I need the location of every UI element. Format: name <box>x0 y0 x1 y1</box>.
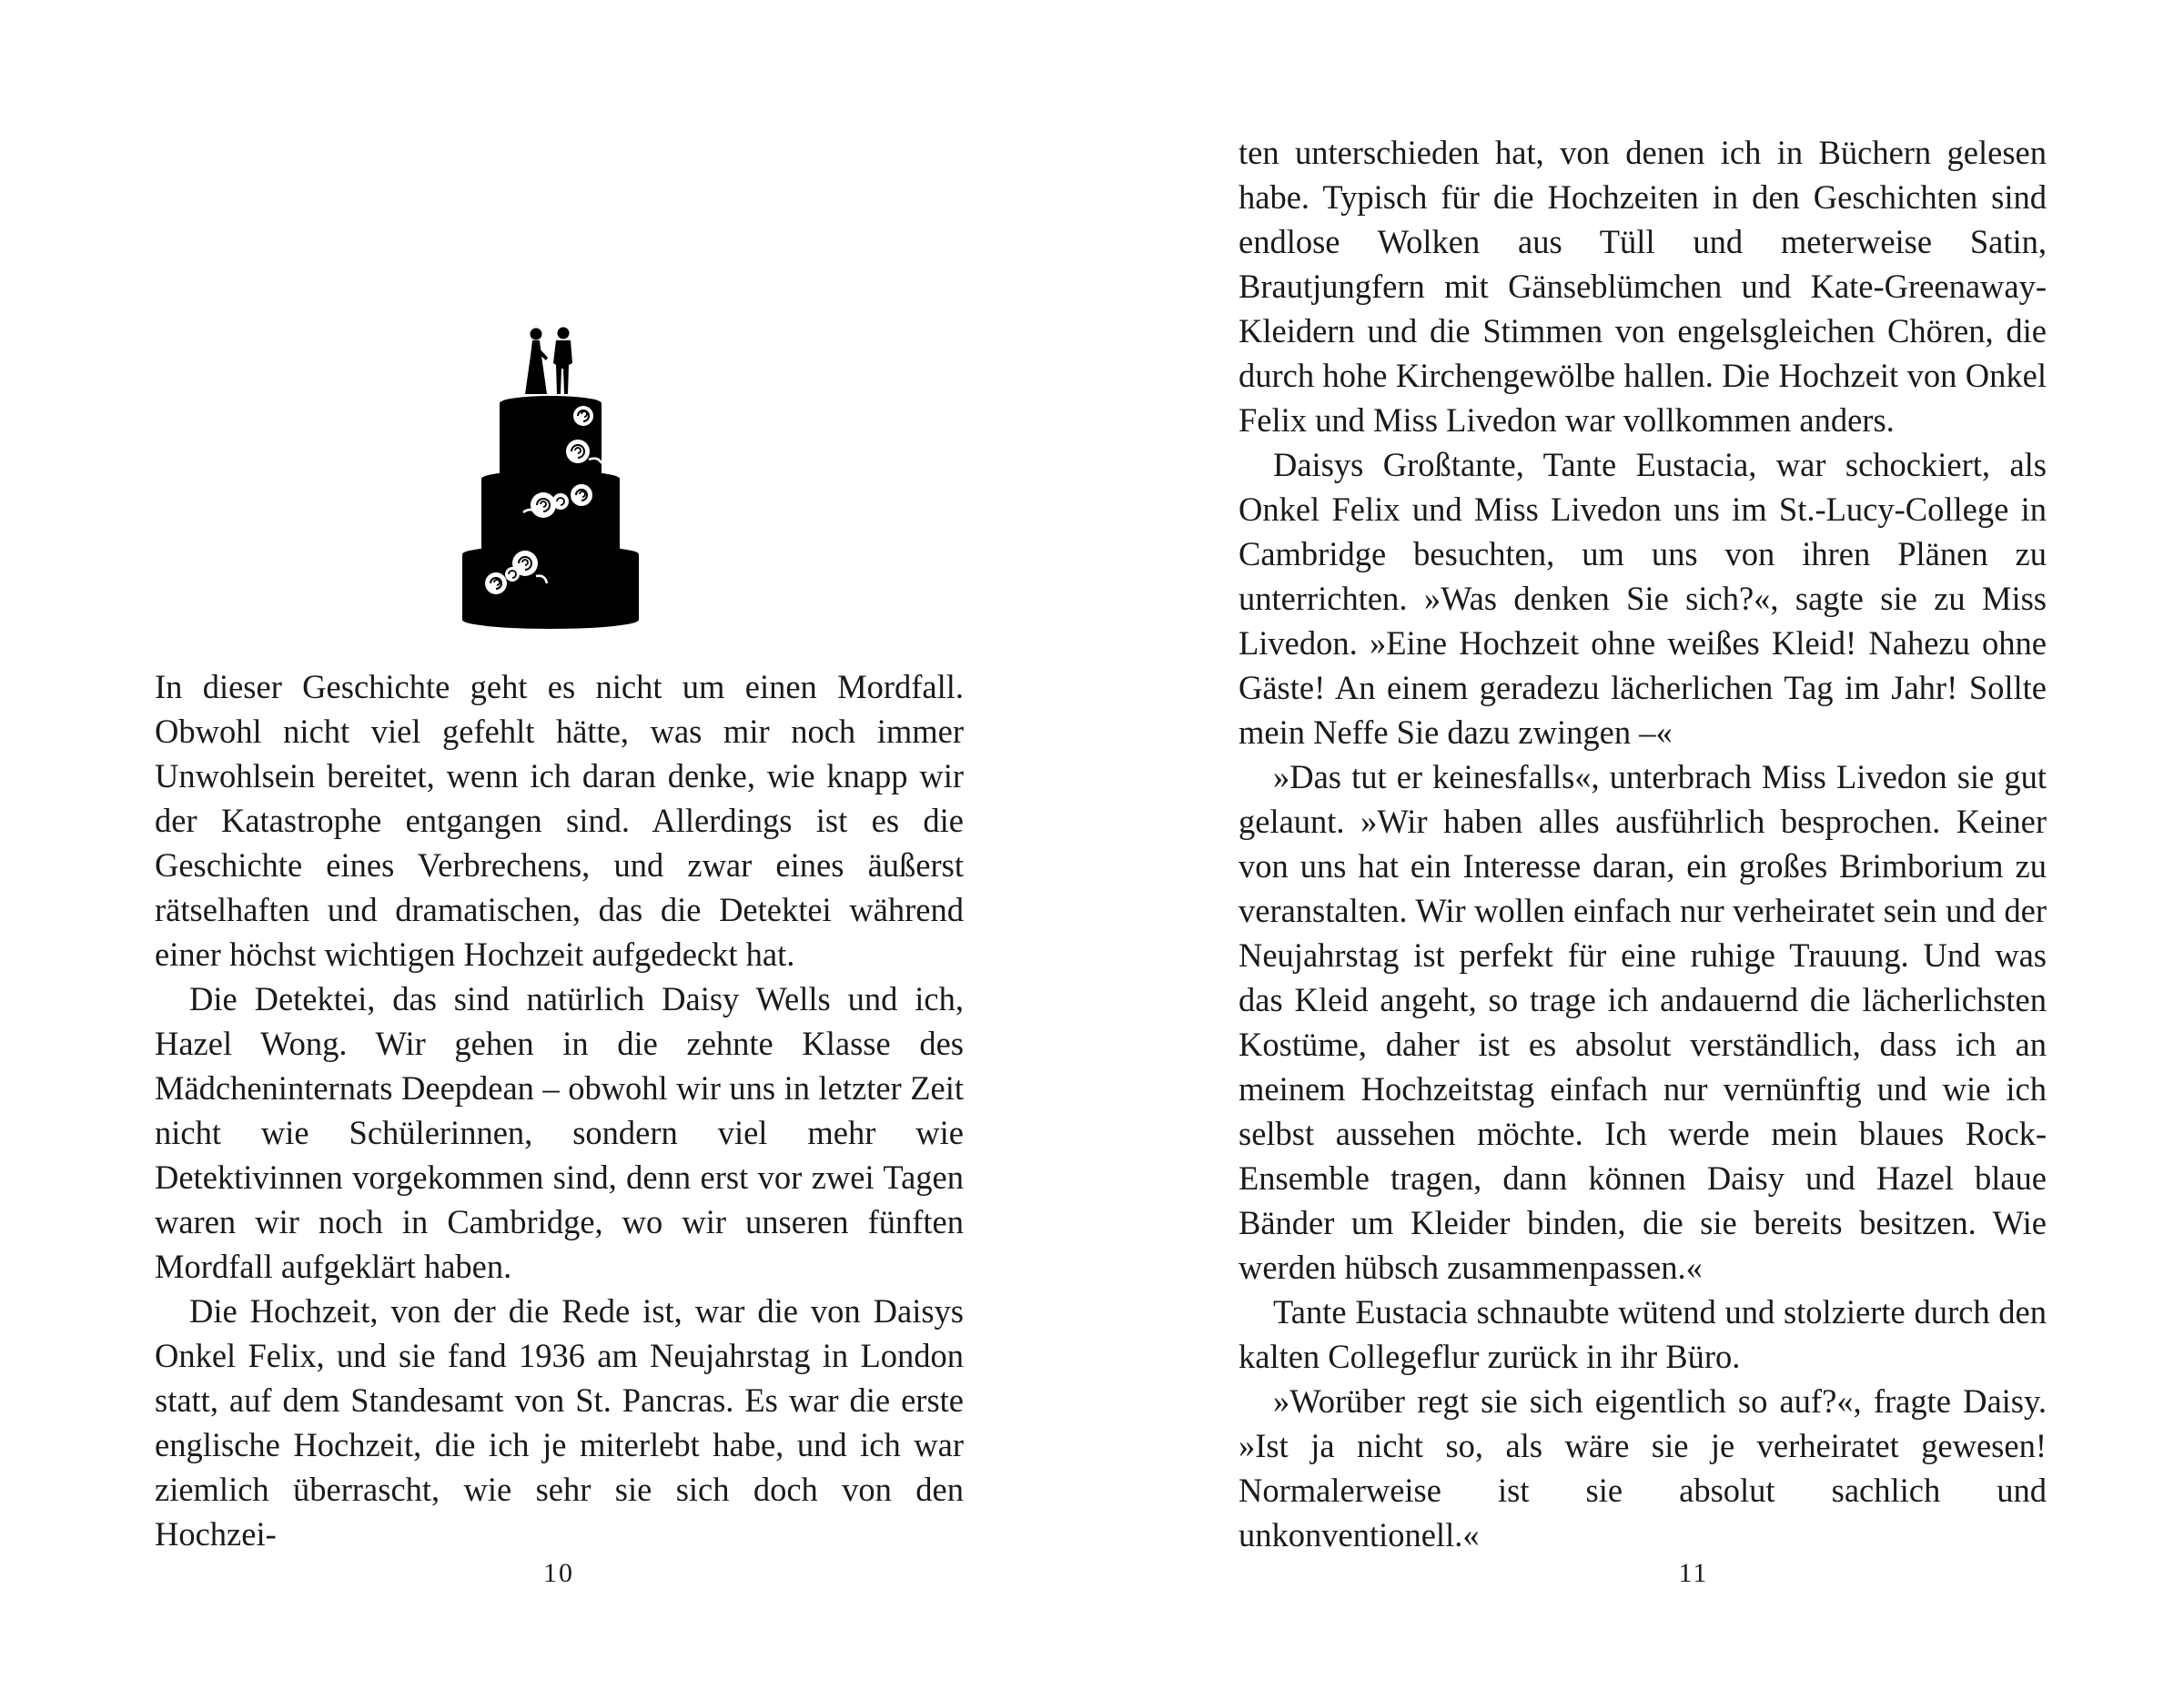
left-page-text <box>155 664 964 1556</box>
wedding-cake-icon <box>460 323 642 629</box>
right-page-text <box>1239 130 2047 1557</box>
paragraph: »Das tut er keinesfalls«, unterbrach Miss Livedon sie gut gelaunt. »Wir haben alles ausführlich besprochen. Keiner von uns hat ein Interesse daran, ein großes Brimborium zu veranstalten. Wir wollen einfach nur verheiratet sein und der Neujahrstag ist perfekt für eine ruhige Trauung. Und was das Kleid angeht, so trage ich andauernd die lächerlichsten Kostüme, daher ist es absolut verständlich, dass ich an meinem Hochzeitstag einfach nur vernünftig und wie ich selbst aussehen möchte. Ich werde mein blaues Rock-Ensemble tragen, dann können Daisy und Hazel blaue Bänder um Kleider binden, die sie bereits besitzen. Wie werden hübsch zusammenpassen.« <box>1239 758 2047 1286</box>
right-page <box>1092 0 2184 1700</box>
paragraph: Die Hochzeit, von der die Rede ist, war die von Daisys Onkel Felix, und sie fand 1936 am Neujahrstag in London statt, auf dem Standesamt von St. Pancras. Es war die erste englische Hochzeit, die ich je miterlebt habe, und ich war ziemlich überrascht, wie sehr sie sich doch von den Hochzei- <box>155 1292 964 1553</box>
paragraph: Tante Eustacia schnaubte wütend und stolzierte durch den kalten Collegeflur zurück in ihr Büro. <box>1239 1293 2047 1375</box>
couple-topper-icon <box>525 328 572 395</box>
page-number: 10 <box>543 1558 574 1588</box>
paragraph: ten unterschieden hat, von denen ich in Büchern gelesen habe. Typisch für die Hochzeiten in den Geschichten sind endlose Wolken aus Tüll und meterweise Satin, Brautjungfern mit Gänseblümchen und Kate-Greenaway-Kleidern und die Stimmen von engelsgleichen Chören, die durch hohe Kirchengewölbe hallen. Die Hochzeit von Onkel Felix und Miss Livedon war vollkommen anders. <box>1239 134 2047 439</box>
paragraph: Daisys Großtante, Tante Eustacia, war schockiert, als Onkel Felix und Miss Livedon uns im St.-Lucy-College in Cambridge besuchten, um uns von ihren Plänen zu unterrichten. »Was denken Sie sich?«, sagte sie zu Miss Livedon. »Eine Hochzeit ohne weißes Kleid! Nahezu ohne Gäste! An einem geradezu lächerlichen Tag im Jahr! Sollte mein Neffe Sie dazu zwingen –« <box>1239 446 2047 751</box>
paragraph: Die Detektei, das sind natürlich Daisy Wells und ich, Hazel Wong. Wir gehen in die zehnte Klasse des Mädcheninternats Deepdean – obwohl wir uns in letzter Zeit nicht wie Schülerinnen, sondern viel mehr wie Detektivinnen vorgekommen sind, denn erst vor zwei Tagen waren wir noch in Cambridge, wo wir unseren fünften Mordfall aufgeklärt haben. <box>155 980 964 1285</box>
page-number: 11 <box>1678 1558 1709 1588</box>
paragraph: In dieser Geschichte geht es nicht um einen Mordfall. Obwohl nicht viel gefehlt hätte, was mir noch immer Unwohlsein bereitet, wenn ich daran denke, wie knapp wir der Katastrophe entgangen sind. Allerdings ist es die Geschichte eines Verbrechens, und zwar eines äußerst rätselhaften und dramatischen, das die Detektei während einer höchst wichtigen Hochzeit aufgedeckt hat. <box>155 668 964 973</box>
paragraph: »Worüber regt sie sich eigentlich so auf?«, fragte Daisy. »Ist ja nicht so, als wäre sie je verheiratet gewesen! Normalerweise ist sie absolut sachlich und unkonventionell.« <box>1239 1382 2047 1553</box>
